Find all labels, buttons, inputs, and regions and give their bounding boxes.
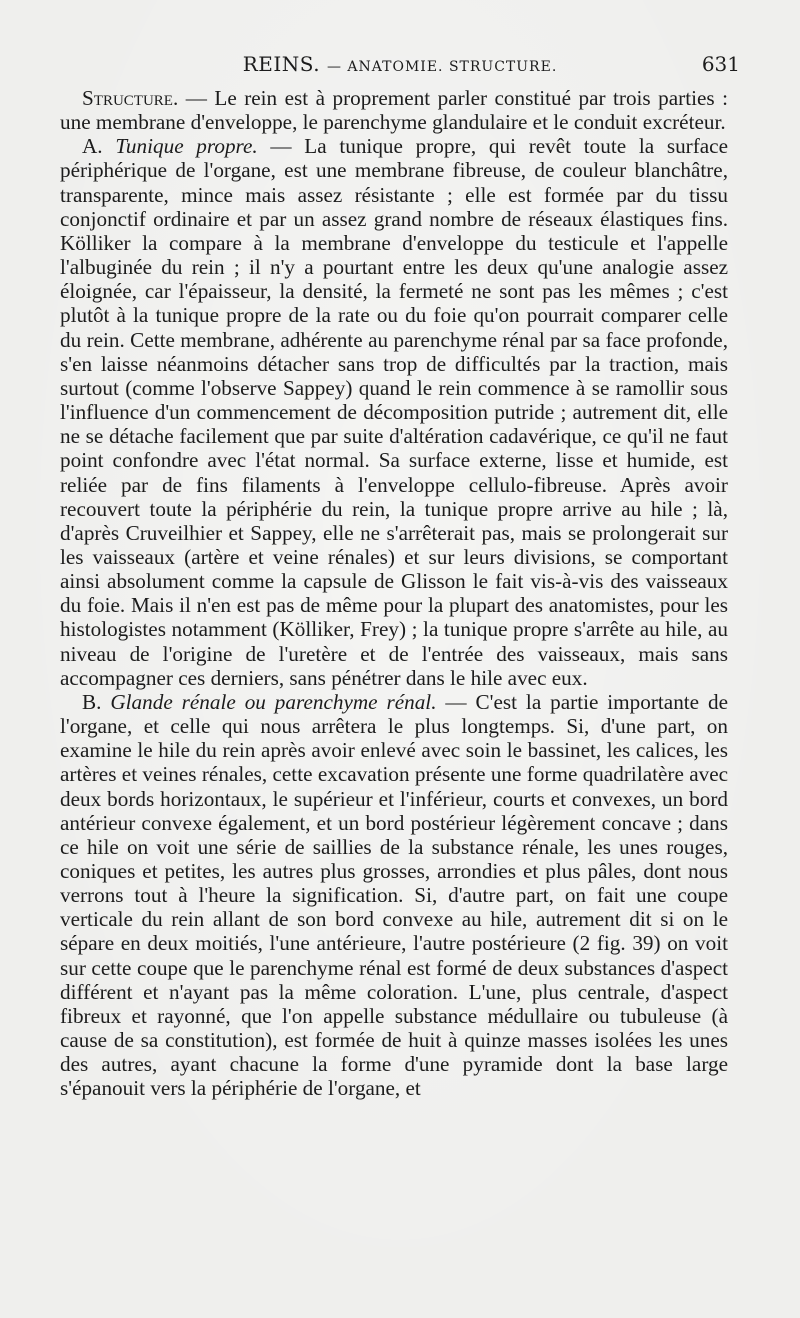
- paragraph-lead: Glande rénale ou parenchyme rénal.: [110, 689, 437, 714]
- body-text: [60, 86, 728, 1101]
- paragraph-text: — La tunique propre, qui revêt toute la surface périphérique de l'organe, est une membrane fibreuse, de couleur blanchâtre, transparente, mince mais assez résistante ; elle est formée par du tissu conjonctif ordinaire et par un assez grand nombre de réseaux élastiques fins. Kölliker la compare à la membrane d'enveloppe du testicule et l'appelle l'albuginée du rein ; il n'y a pourtant entre les deux qu'une analogie assez éloignée, car l'épaisseur, la densité, la fermeté ne sont pas les mêmes ; c'est plutôt à la tunique propre de la rate ou du foie qu'on pourrait comparer celle du rein. Cette membrane, adhérente au parenchyme rénal par sa face profonde, s'en laisse néanmoins détacher sans trop de difficultés par la traction, mais surtout (comme l'observe Sappey) quand le rein commence à se ramollir sous l'influence d'un commencement de décomposition putride ; autrement dit, elle ne se détache facilement que par suite d'altération cadavérique, ce qu'il ne faut point confondre avec l'état normal. Sa surface externe, lisse et humide, est reliée par de fins filaments à l'enveloppe cellulo-fibreuse. Après avoir recouvert toute la périphérie du rein, la tunique propre arrive au hile ; là, d'après Cruveilhier et Sappey, elle ne s'arrêterait pas, mais se prolongerait sur les vaisseaux (artère et veine rénales) et sur leurs divisions, se comportant ainsi absolument comme la capsule de Glisson le fait vis-à-vis des vaisseaux du foie. Mais il n'en est pas de même pour la plupart des anatomistes, pour les histologistes notamment (Kölliker, Frey) ; la tunique propre s'arrête au hile, au niveau de l'origine de l'uretère et de l'entrée des vaisseaux, mais sans accompagner ces derniers, sans pénétrer dans le hile avec eux.: [60, 134, 728, 690]
- paragraph-prefix: A.: [82, 134, 116, 159]
- paragraph-lead: Structure.: [82, 86, 179, 110]
- running-title: [60, 52, 740, 76]
- paragraph-text: — C'est la partie importante de l'organe, et celle qui nous arrêtera le plus longtemps. Si, d'une part, on examine le hile du rein après avoir enlevé avec soin le bassinet, les calices, les artères et veines rénales, cette excavation présente une forme quadrilatère avec deux bords horizontaux, le supérieur et l'inférieur, courts et convexes, un bord antérieur convexe également, et un bord postérieur légèrement concave ; dans ce hile on voit une série de saillies de la substance rénale, les unes rouges, coniques et petites, les autres plus grosses, arrondies et plus pâles, dont nous verrons tout à l'heure la signification. Si, d'autre part, on fait une coupe verticale du rein allant de son bord convexe au hile, autrement dit si on le sépare en deux moitiés, l'une antérieure, l'autre postérieure (2 fig. 39) on voit sur cette coupe que le parenchyme rénal est formé de deux substances d'aspect différent et n'ayant pas la même coloration. L'une, plus centrale, d'aspect fibreux et rayonné, que l'on appelle substance médullaire ou tubuleuse (à cause de sa constitution), est formée de huit à quinze masses isolées les unes des autres, ayant chacune la forme d'une pyramide dont la base large s'épanouit vers la périphérie de l'organe, et: [60, 689, 728, 1101]
- paragraph-tunique-propre: [60, 134, 728, 690]
- running-title-sub: — ANATOMIE. STRUCTURE.: [326, 59, 558, 75]
- running-title-main: REINS.: [242, 52, 321, 76]
- paragraph-text: — Le rein est à proprement parler constitué par trois parties : une membrane d'enveloppe, le parenchyme glandulaire et le conduit excréteur.: [60, 86, 728, 135]
- page-number: 631: [701, 52, 740, 76]
- paragraph-structure: [60, 86, 728, 134]
- running-header: [60, 52, 740, 82]
- paragraph-lead: Tunique propre.: [115, 134, 258, 159]
- paragraph-glande-renale: [60, 690, 728, 1101]
- paragraph-prefix: B.: [82, 689, 111, 714]
